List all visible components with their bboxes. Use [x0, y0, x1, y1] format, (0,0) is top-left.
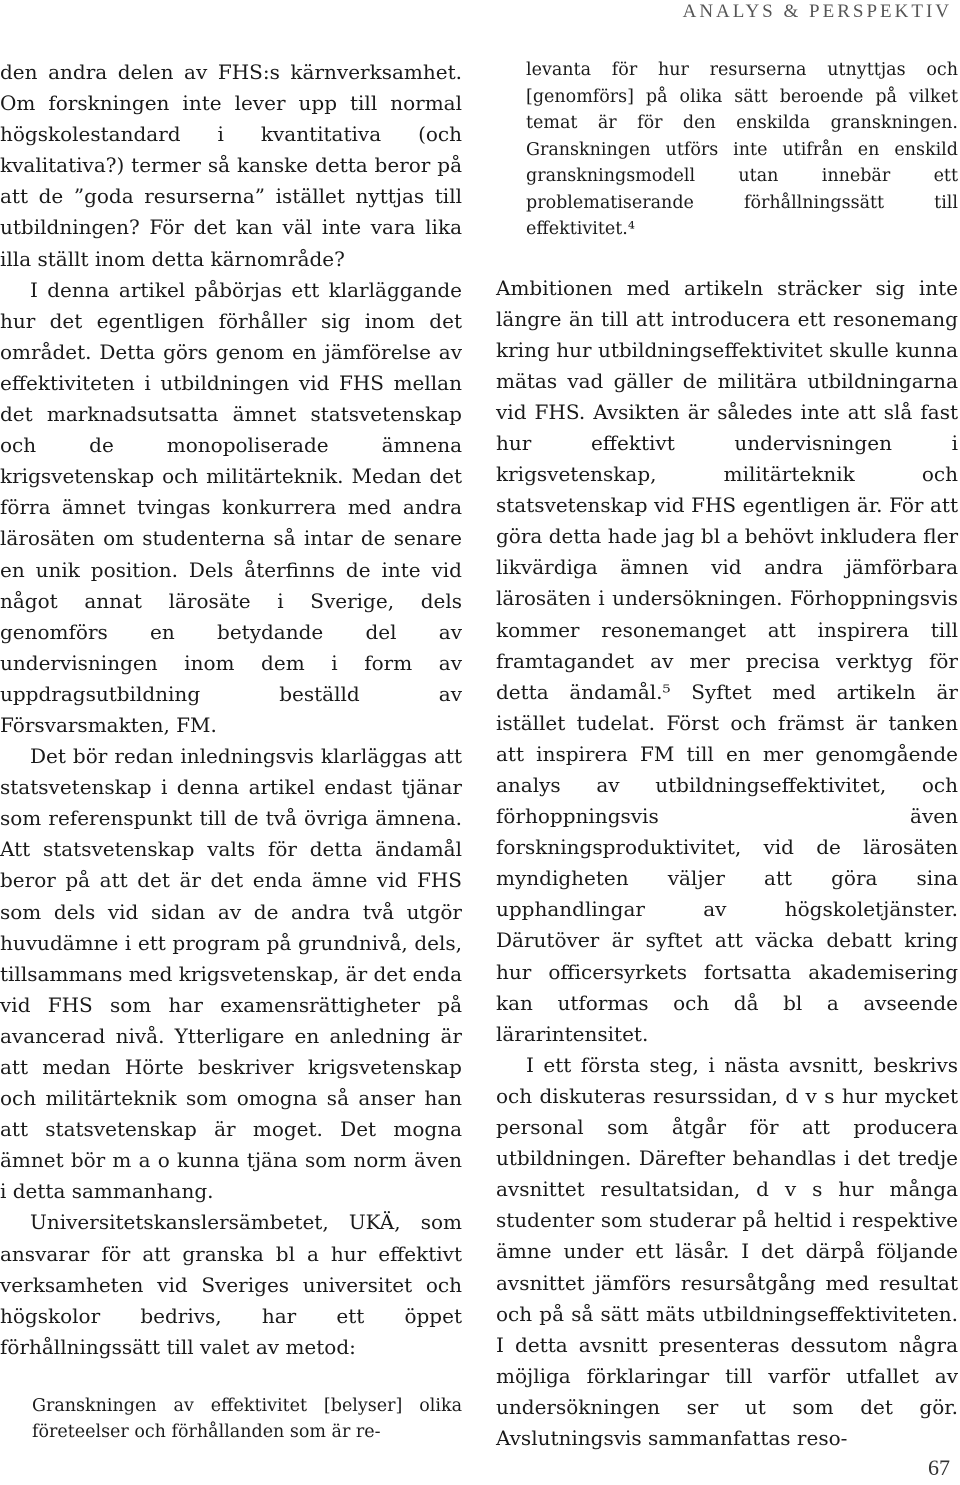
- running-header: ANALYS & PERSPEKTIV: [682, 1, 952, 22]
- right-column: [496, 57, 958, 1454]
- body-paragraph: I denna artikel påbörjas ett klarläggande hur det egentligen förhåller sig inom det området. Detta görs genom en jämförelse av effektiviteten i utbildningen vid FHS mellan det marknadsutsatta ämnet statsvetenskap och de monopoliserade ämnena krigsvetenskap och militärteknik. Medan det förra ämnet tvingas konkurrera med andra lärosäten om studenterna så intar de senare en unik position. Dels återfinns de inte vid något annat lärosäte i Sverige, dels genomförs en betydande del av undervisningen inom dem i form av uppdragsutbildning beställd av Försvarsmakten, FM.: [0, 277, 462, 737]
- body-paragraph: Ambitionen med artikeln sträcker sig inte längre än till att introducera ett resonemang kring hur utbildningseffektivitet skulle kunna mätas vad gäller de militära utbildningarna vid FHS. Avsikten är således inte att slå fast hur effektivt undervisningen i krigsvetenskap, militärteknik och statsvetenskap vid FHS egentligen är. För att göra detta hade jag bl a behövt inkludera fler likvärdiga ämnen vid andra jämförbara lärosäten i undersökningen. Förhoppningsvis kommer resonemanget att inspirera till framtagandet av mer precisa verktyg för detta ändamål.⁵ Syftet med artikeln är istället tudelat. Först och främst är tanken att inspirera FM till en mer genomgående analys av utbildningseffektivitet, och förhoppningsvis även forskningsproduktivitet, vid de lärosäten myndigheten väljer att göra sina upphandlingar av högskoletjänster. Därutöver är syftet att väcka debatt kring hur officersyrkets fortsatta akademisering kan utformas och då bl a avseende lärarintensitet.: [496, 275, 958, 1046]
- body-paragraph: Universitetskanslersämbetet, UKÄ, som ansvarar för att granska bl a hur effektivt verksamheten vid Sveriges universitet och högskolor bedrivs, har ett öppet förhållningssätt till valet av metod:: [0, 1210, 462, 1359]
- body-paragraph: I ett första steg, i nästa avsnitt, beskrivs och diskuteras resurssidan, d v s hur mycket personal som åtgår för att producera utbildningen. Därefter behandlas i det tredje avsnittet resultatsidan, d v s hur många studenter som studerar på heltid i respektive ämne under ett läsår. I det därpå följande avsnittet jämförs resursåtgång med resultat och på så sätt mäts utbildningseffektiviteten. I detta avsnitt presenteras dessutom några möjliga förklaringar till varför utfallet av undersökningen ser ut som det gör. Avslutningsvis sammanfattas reso-: [496, 1052, 958, 1450]
- block-quote: Granskningen av effektivitet [belyser] olika företeelser och förhållanden som är re-: [32, 1395, 462, 1443]
- left-column: [0, 57, 462, 1446]
- page-number: 67: [928, 1455, 950, 1480]
- body-paragraph: Det bör redan inledningsvis klarläggas att statsvetenskap i denna artikel endast tjänar som referenspunkt till de två övriga ämnena. Att statsvetenskap valts för detta ändamål beror på att det är det enda ämne vid FHS som dels vid sidan av de andra två utgör huvudämne i ett program på grundnivå, dels, tillsammans med krigsvetenskap, är det enda vid FHS som har examensrättigheter på avancerad nivå. Ytterligare en anledning är att medan Hörte beskriver krigsvetenskap och militärteknik som omogna så anser han att statsvetenskap är moget. Det mogna ämnet bör m a o kunna tjäna som norm även i detta sammanhang.: [0, 744, 462, 1204]
- block-quote-continued: levanta för hur resurserna utnyttjas och [genomförs] på olika sätt beroende på vilket temat är för den enskilda granskningen. Granskningen utförs inte utifrån en enskild granskningsmodell utan innebär ett problematiserande förhållningssätt till effektivitet.⁴: [526, 60, 958, 239]
- body-paragraph: den andra delen av FHS:s kärnverksamhet. Om forskningen inte lever upp till normal högskolestandard i kvantitativa (och kvalitativa?) termer så kanske detta beror på att de ”goda resurserna” istället nyttjas till utbildningen? För det kan väl inte vara lika illa ställt inom detta kärnområde?: [0, 60, 462, 271]
